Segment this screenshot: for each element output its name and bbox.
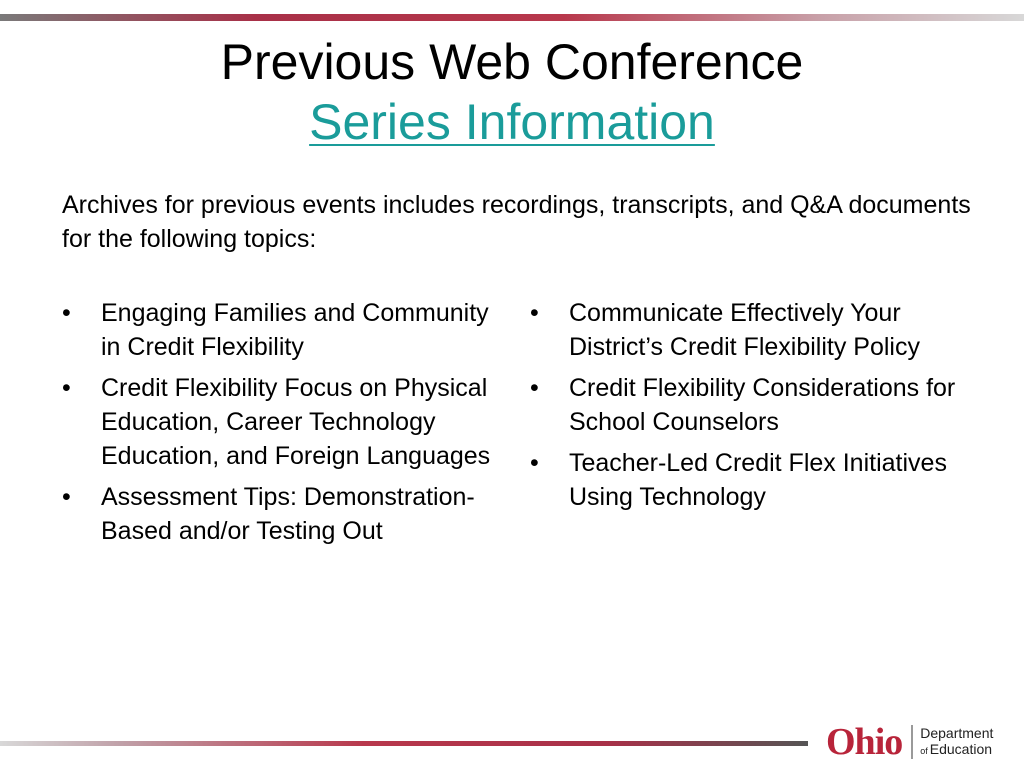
title-heading: Previous Web Conference <box>220 34 804 90</box>
bottom-divider <box>0 741 808 746</box>
topic-text: Engaging Families and Community in Credit Flexibility <box>101 299 489 361</box>
logo-ohio-wordmark: Ohio <box>826 721 903 763</box>
bullet-icon: • <box>62 483 71 511</box>
ohio-education-logo <box>826 722 993 762</box>
bullet-icon: • <box>62 299 71 327</box>
series-information-link[interactable]: Series Information <box>309 94 715 150</box>
logo-line-education-row <box>920 741 993 759</box>
intro-text: Archives for previous events includes recordings, transcripts, and Q&A documents for the following topics: <box>62 191 971 253</box>
list-item <box>62 371 502 473</box>
slide-title <box>0 32 1024 152</box>
bullet-icon: • <box>530 449 539 477</box>
bullet-icon: • <box>530 374 539 402</box>
list-item <box>530 371 970 439</box>
logo-department-text <box>920 725 993 759</box>
topic-text: Credit Flexibility Considerations for School Counselors <box>569 374 956 436</box>
logo-of: of <box>920 746 928 756</box>
topic-text: Communicate Effectively Your District’s Credit Flexibility Policy <box>569 299 920 361</box>
bullet-icon: • <box>530 299 539 327</box>
logo-line-education: Education <box>929 741 993 757</box>
list-item <box>62 296 502 364</box>
list-item <box>62 480 502 548</box>
topic-text: Credit Flexibility Focus on Physical Education, Career Technology Education, and Foreign Languages <box>101 374 491 470</box>
topic-text: Teacher-Led Credit Flex Initiatives Using Technology <box>569 449 947 511</box>
list-item <box>530 446 970 514</box>
list-item <box>530 296 970 364</box>
left-topic-list <box>62 296 502 555</box>
right-topic-list <box>530 296 970 521</box>
logo-line-department: Department <box>920 725 994 741</box>
bullet-icon: • <box>62 374 71 402</box>
logo-divider <box>911 725 913 759</box>
topic-text: Assessment Tips: Demonstration-Based and/or Testing Out <box>101 483 475 545</box>
top-divider <box>0 14 1024 21</box>
